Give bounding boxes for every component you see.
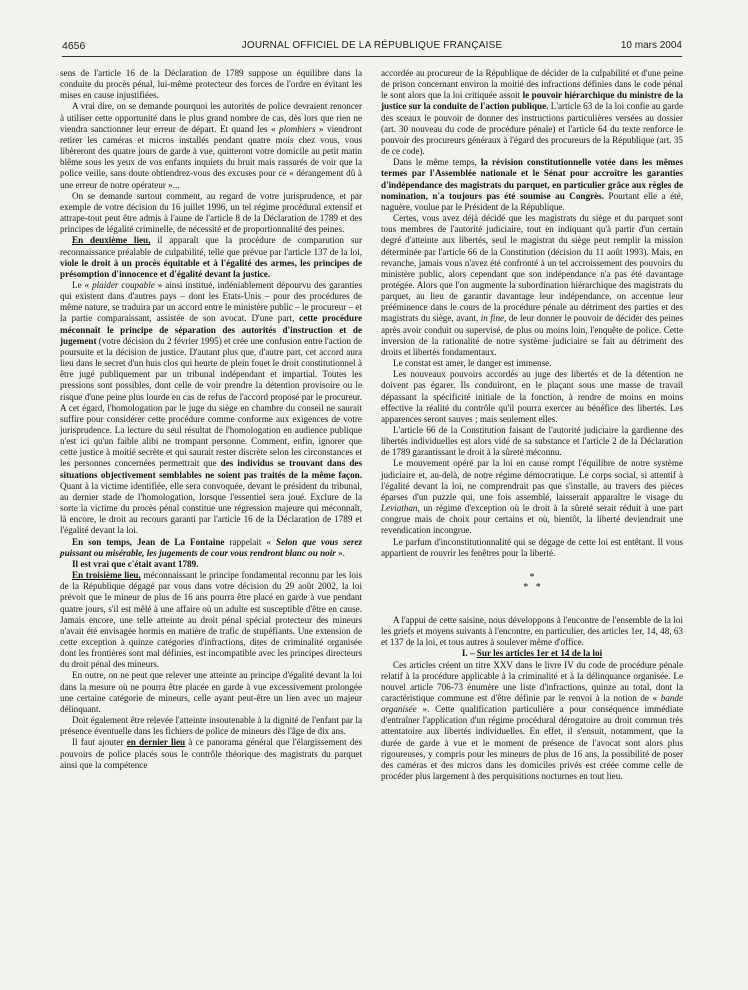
paragraph: Le constat est amer, le danger est immense. (393, 358, 552, 369)
paragraph: A vrai dire, on se demande pourquoi les autorités de police devraient renoncer à utiliser cette opportunité dans le plus grand nombre de cas, dès lors que rien ne viendra sanctionner leur erreur de départ. Et quand les « plombiers » viendront retirer les caméras et micros installés pendant quatre mois chez vous, vous libèreront des quatre jours de garde à vue, quitteront votre domicile au petit matin blême sous les yeux de vos enfants inquiets du bruit mais rassurés de voir que la police veille, sans doute obtiendrez-vous des excuses pour ce « dérangement dû à une erreur de notre opérateur »... (60, 101, 362, 190)
page-header (62, 40, 682, 54)
right-column (381, 68, 683, 782)
paragraph: Les nouveaux pouvoirs accordés au juge des libertés et de la détention ne doivent pas égarer. Ils conduiront, en le plaçant sous une masse de travail dépassant la spécificité initiale de la fonction, à rendre de moins en moins effective la réalité du contrôle qu'il pourra exercer au bénéfice des libertés. Les apparences seront sauves ; mais seulement elles. (381, 369, 683, 424)
journal-title: JOURNAL OFFICIEL DE LA RÉPUBLIQUE FRANÇAISE (241, 40, 503, 51)
paragraph: Le « plaider coupable » ainsi institué, indéniablement dépourvu des garanties qui existent dans d'autres pays – dont les Etats-Unis – pour des procédures de même nature, se traduira par un accord entre le ministère public – le procureur – et la partie comparaissant, assistée de son avocat. D'une part, cette procédure méconnaît le principe de séparation des autorités d'instruction et de jugement (votre décision du 2 février 1995) et crée une confusion entre l'action de poursuite et la décision de justice. D'autant plus que, d'autre part, cet accord aura lieu dans le secret d'un huis clos qui heurte de plein fouet le droit constitutionnel à être jugé publiquement par un tribunal indépendant et impartial. Toutes les pressions sont possibles, dont celle de voir prendre la détention provisoire ou le risque d'une peine plus lourde en cas de refus de l'accord proposé par le procureur. A cet égard, l'homologation par le juge du siège en chambre du conseil ne saurait suffire pour considérer cette procédure comme conforme aux exigences de votre jurisprudence. La lecture du seul résultat de l'homologation en audience publique n'est ici qu'un faible alibi ne trompant personne. Comment, enfin, ignorer que cette justice à moitié secrète et qui saurait rester discrète selon les circonstances et les personnes concernées permettrait que des individus se trouvant dans des situations objectivement semblables ne soient pas traités de la même façon. Quant à la victime identifiée, elle sera convoquée, devant le président du tribunal, au dernier stade de l'homologation, lorsque l'essentiel sera joué. Exclure de la sorte la victime du procès pénal constitue une régression majeure qui méconnaît, là encore, le droit au recours garanti par l'article 16 de la Déclaration de 1789 et l'égalité devant la loi. (60, 279, 363, 536)
paragraph: En deuxième lieu, il apparaît que la procédure de comparution sur reconnaissance préalable de culpabilité, telle que prévue par l'article 137 de la loi, viole le droit à un procès équitable et à l'égalité des armes, les principes de présomption d'innocence et d'égalité devant la justice. (60, 235, 363, 279)
paragraph: En son temps, Jean de La Fontaine rappelait « Selon que vous serez puissant ou misérable, les jugements de cour vous rendront blanc ou noir ». (60, 536, 363, 558)
paragraph: Il faut ajouter en dernier lieu à ce panorama général que l'élargissement des pouvoirs de police placés sous le contrôle théorique des magistrats du parquet ainsi que la compétence (60, 737, 363, 770)
header-rule (62, 56, 682, 57)
paragraph: accordée au procureur de la République de décider de la culpabilité et d'une peine de prison concernant environ la moitié des infractions définies dans le code pénal le sont alors que la loi critiquée assoit le pouvoir hiérarchique du ministre de la justice sur la conduite de l'action publique. L'article 63 de la loi confie au garde des sceaux le pouvoir de donner des instructions particulières versées au dossier (art. 30 nouveau du code de procédure pénale) et l'article 64 du texte renforce le pouvoir des procureurs généraux à l'égard des procureurs de la République (art. 35 de ce code). (381, 68, 684, 157)
paragraph: Doit également être relevée l'atteinte insoutenable à la dignité de l'enfant par la présence éventuelle dans les fichiers de police de mineurs dès l'âge de dix ans. (60, 715, 362, 737)
paragraph: A l'appui de cette saisine, nous développons à l'encontre de l'ensemble de la loi les griefs et moyens suivants à l'encontre, en particulier, des articles 1er, 14, 48, 63 et 137 de la loi, et tous autres à soulever même d'office. (381, 614, 683, 648)
page-number: 4656 (62, 40, 86, 52)
paragraph: En outre, on ne peut que relever une atteinte au principe d'égalité devant la loi dans la mesure où ne pourra être placée en garde à vue excessivement prolongée une certaine catégorie de mineurs, celle ayant peut-être un lien avec un majeur délinquant. (60, 670, 362, 714)
paragraph: Le mouvement opéré par la loi en cause rompt l'équilibre de notre système judiciaire et, au-delà, de notre régime démocratique. Le corps social, si attentif à l'égalité devant la loi, ne comprendrait pas que s'installe, au travers des pièces éparses d'un puzzle qui, une fois assemblé, laisserait apparaître le visage du Leviathan, un régime d'exception où le droit à la sûreté serait réduit à une part congrue mais de choix pour certains et où, bientôt, la liberté deviendrait une revendication incongrue. (381, 458, 684, 536)
paragraph: L'article 66 de la Constitution faisant de l'autorité judiciaire la gardienne des libertés individuelles est alors vidé de sa substance et l'article 2 de la Déclaration de 1789 garantissant le droit à la sûreté méconnu. (381, 425, 683, 458)
paragraph: sens de l'article 16 de la Déclaration de 1789 suppose un équilibre dans la conduite du procès pénal, lui-même protecteur des forces de l'ordre en évitant les mises en cause injustifiées. (60, 68, 362, 101)
paragraph: Ces articles créent un titre XXV dans le livre IV du code de procédure pénale relatif à la procédure applicable à la criminalité et à la délinquance organisée. Le nouvel article 706-73 énumère une liste d'infractions, quinze au total, dont la caractéristique commune est d'être définie par le renvoi à la notion de « bande organisée ». Cette qualification particulière a pour conséquence immédiate d'entraîner l'application d'un régime procédural dérogatoire au droit commun très attentatoire aux libertés individuelles. En effet, il s'ensuit, notamment, que la durée de garde à vue et le moment de présence de l'avocat sont alors plus rigoureuses, y compris pour les mineurs de plus de 16 ans, la possibilité de poser des caméras et des micros dans les domiciles privés est créée comme celle de procéder plus largement à des perquisitions nocturnes en tout lieu. (381, 659, 684, 782)
paragraph: Certes, vous avez déjà décidé que les magistrats du siège et du parquet sont tous membres de l'autorité judiciaire, tout en indiquant qu'à partir d'un certain degré d'atteinte aux libertés, seul le magistrat du siège peut remplir la mission déterminée par l'article 66 de la Constitution (décision du 11 août 1993). Mais, en revanche, jamais vous n'avez été confronté à un tel accroissement des pouvoirs du ministère public, alors cependant que son indépendance n'a pas été davantage protégée. Alors que l'on augmente la subordination hiérarchique des magistrats du parquet, au lieu de garantir davantage leur indépendance, on accentue leur prééminence dans le cours de la procédure pénale au détriment des parties et des magistrats du siège, avant, in fine, de leur donner le pouvoir de décider des peines après avoir conduit ou supervisé, de plus ou moins loin, l'enquête de police. Cette inversion de la rationalité de notre système judiciaire se fait au détriment des droits et libertés fondamentaux. (381, 213, 684, 357)
section-separator: * * * (523, 571, 541, 593)
paragraph: En troisième lieu, méconnaissant le principe fondamental reconnu par les lois de la République dégagé par vous dans votre décision du 29 août 2002, la loi prévoit que le mineur de plus de 16 ans pourra être placé en garde à vue pendant quatre jours, s'il est mêlé à une affaire où un adulte est susceptible d'être en cause. Jamais encore, une telle atteinte au droit pénal spécial protecteur des mineurs n'avait été envisagée hormis en matière de trafic de stupéfiants. Une extension de cette exception à quinze catégories d'infractions, dites de criminalité organisée dont les frontières sont mal définies, est incompatible avec les principes directeurs du droit pénal des mineurs. (60, 570, 363, 670)
paragraph: On se demande surtout comment, au regard de votre jurisprudence, et par exemple de votre décision du 16 juillet 1996, un tel régime procédural extensif et attrape-tout peut être admis à l'aune de l'article 8 de la Déclaration de 1789 et des principes de légalité criminelle, de nécessité et de proportionnalité des peines. (60, 190, 362, 235)
left-column (60, 68, 362, 771)
paragraph: Il est vrai que c'était avant 1789. (72, 558, 199, 569)
issue-date: 10 mars 2004 (620, 40, 682, 51)
paragraph: Le parfum d'inconstitutionnalité qui se dégage de cette loi est entêtant. Il vous appartient de rouvrir les fenêtres pour la liberté. (381, 536, 683, 558)
section-heading: I. – Sur les articles 1er et 14 de la loi (461, 648, 603, 659)
paragraph: Dans le même temps, la révision constitutionnelle votée dans les mêmes termes par l'Assemblée nationale et le Sénat pour accroître les garanties d'indépendance des magistrats du parquet, en particulier grâce aux règles de nomination, n'a toujours pas été soumise au Congrès. Pourtant elle a été, naguère, voulue par le Président de la République. (381, 157, 684, 212)
